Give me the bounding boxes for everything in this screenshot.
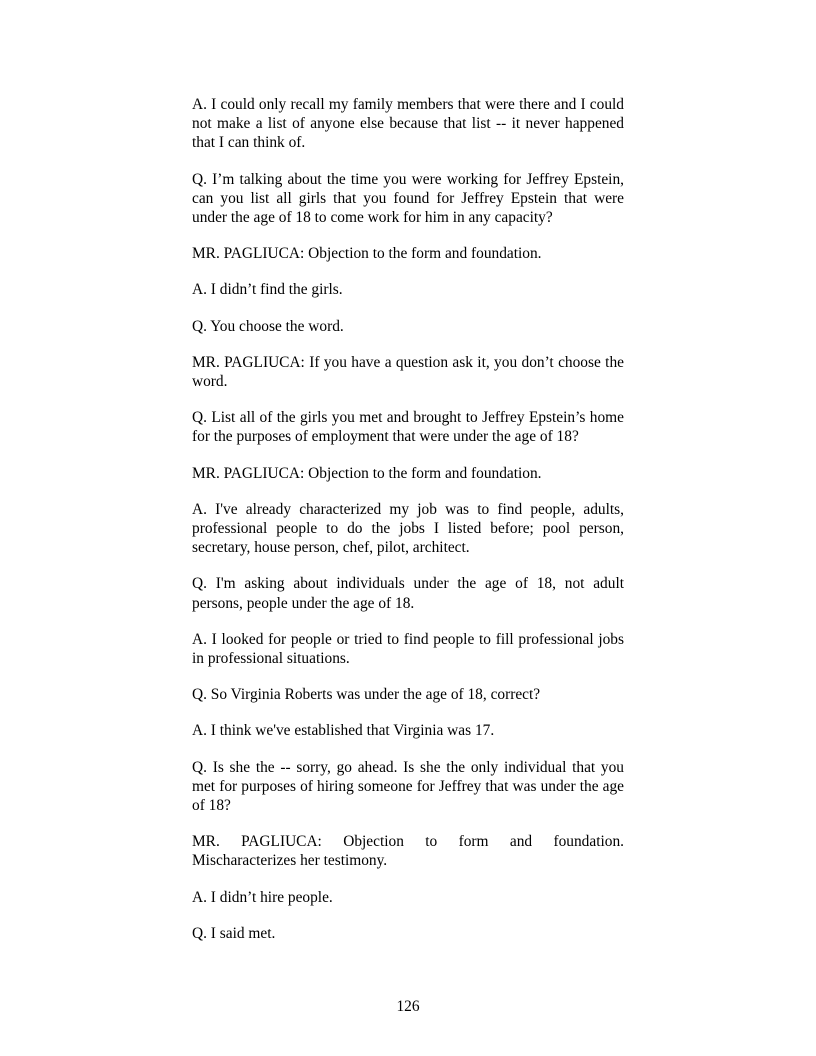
transcript-paragraph: Q. So Virginia Roberts was under the age of 18, correct? — [192, 686, 541, 704]
transcript-paragraph: A. I could only recall my family members that were there and I could not make a list of anyone else because that list -- it never happened that I can think of. — [192, 96, 624, 152]
transcript-paragraph: A. I looked for people or tried to find people to fill professional jobs in professional situations. — [192, 630, 624, 668]
transcript-paragraph: Q. I said met. — [192, 924, 276, 942]
page-number: 126 — [396, 998, 420, 1015]
transcript-paragraph: A. I've already characterized my job was to find people, adults, professional people to do the jobs I listed before; pool person, secretary, house person, chef, pilot, architect. — [192, 500, 624, 557]
transcript-paragraph: A. I think we've established that Virginia was 17. — [192, 722, 495, 740]
transcript-paragraph: MR. PAGLIUCA: If you have a question ask it, you don’t choose the word. — [192, 353, 624, 391]
transcript-paragraph: MR. PAGLIUCA: Objection to form and foundation. Mischaracterizes her testimony. — [192, 833, 624, 870]
transcript-paragraph: Q. Is she the -- sorry, go ahead. Is she the only individual that you met for purposes of hiring someone for Jeffrey that was under the age of 18? — [192, 758, 624, 815]
transcript-paragraph: A. I didn’t find the girls. — [192, 281, 343, 299]
transcript-paragraph: MR. PAGLIUCA: Objection to the form and foundation. — [192, 245, 542, 263]
transcript-paragraph: MR. PAGLIUCA: Objection to the form and foundation. — [192, 464, 542, 482]
transcript-paragraph: Q. I’m talking about the time you were working for Jeffrey Epstein, can you list all girls that you found for Jeffrey Epstein that were under the age of 18 to come work for him in any capacity? — [192, 170, 624, 227]
transcript-paragraph: A. I didn’t hire people. — [192, 888, 333, 906]
transcript-body — [192, 95, 624, 960]
transcript-paragraph: Q. List all of the girls you met and brought to Jeffrey Epstein’s home for the purposes of employment that were under the age of 18? — [192, 409, 624, 446]
transcript-paragraph: Q. You choose the word. — [192, 317, 344, 335]
transcript-paragraph: Q. I'm asking about individuals under the age of 18, not adult persons, people under the age of 18. — [192, 575, 624, 612]
